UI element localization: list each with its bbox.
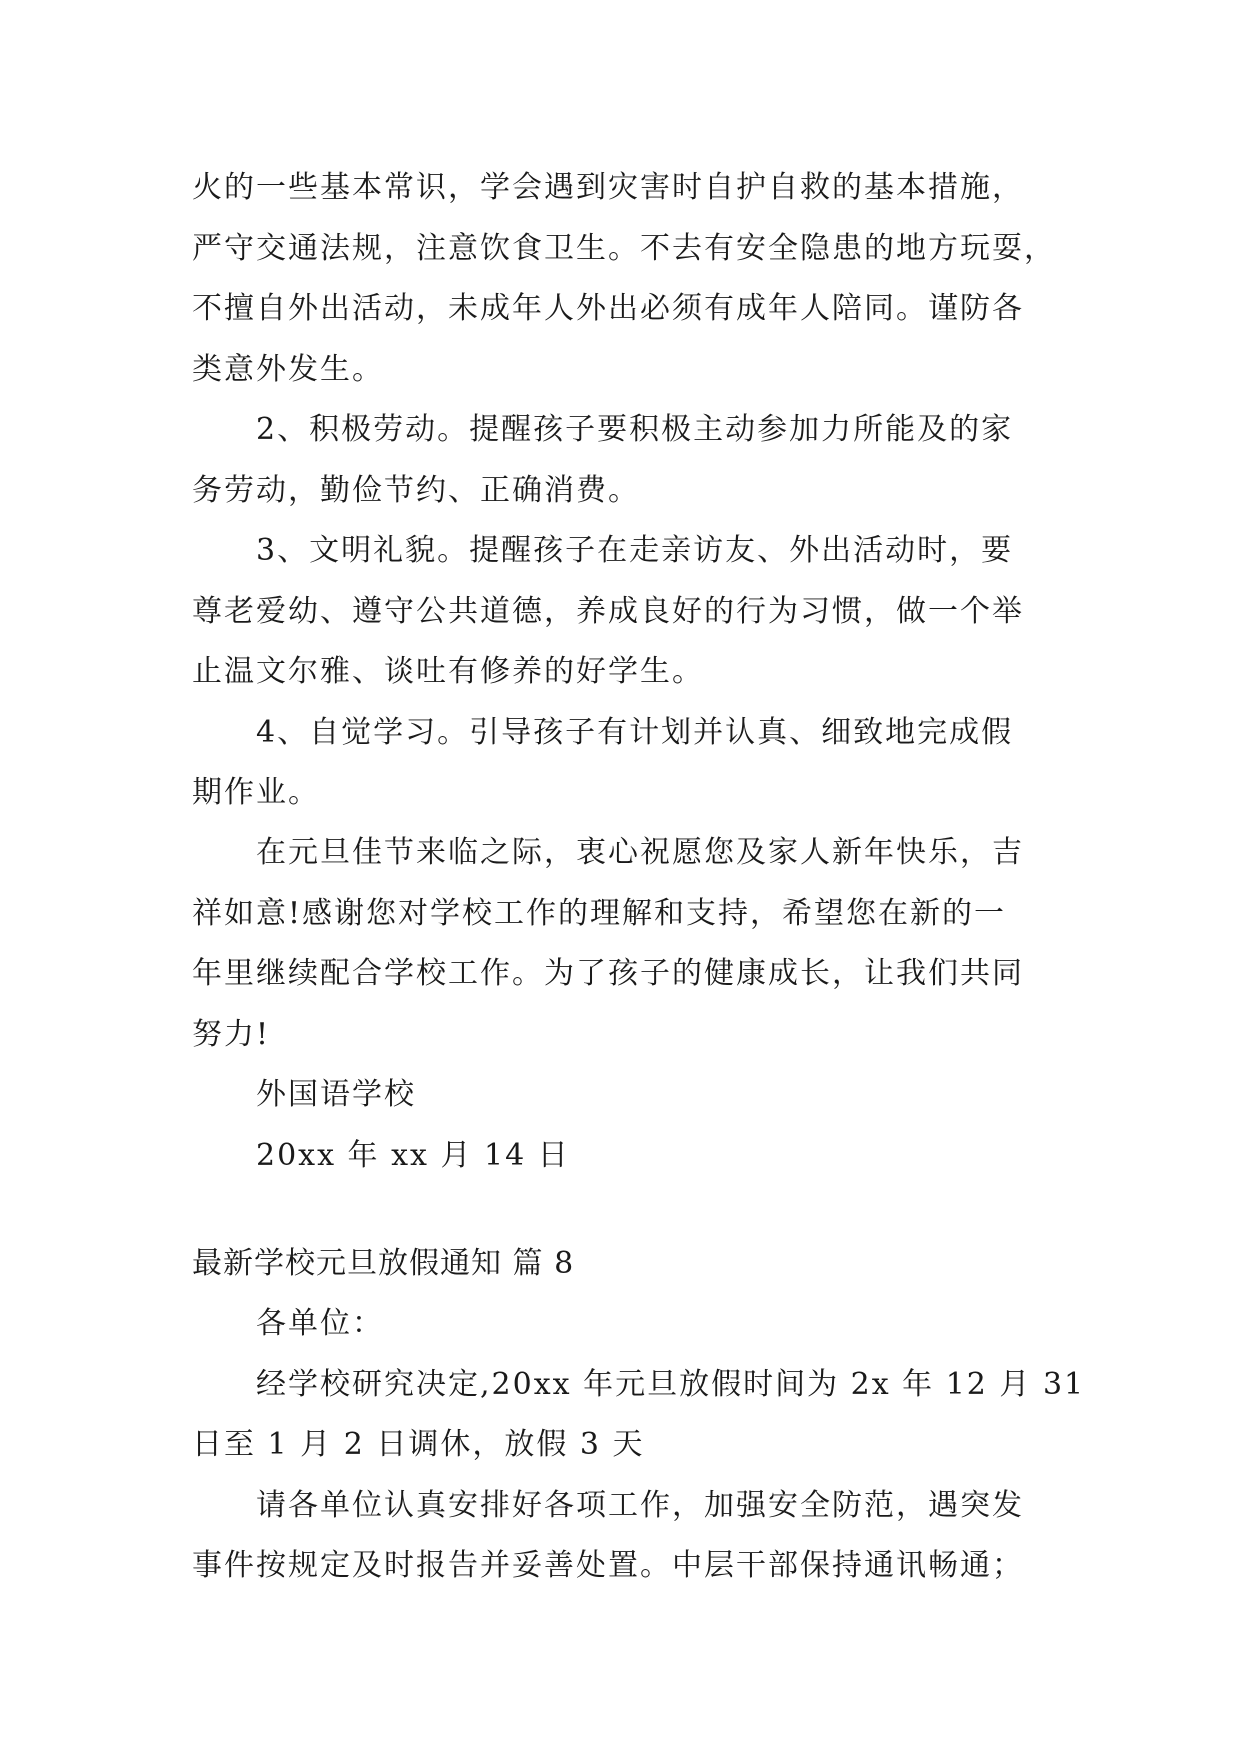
body-text-line: 严守交通法规，注意饮食卫生。不去有安全隐患的地方玩耍， bbox=[192, 231, 1056, 266]
closing-paragraph-line: 努力! bbox=[192, 1017, 271, 1052]
list-item-3-line: 尊老爱幼、遵守公共道德，养成良好的行为习惯，做一个举 bbox=[192, 594, 1024, 629]
section-heading: 最新学校元旦放假通知 篇 8 bbox=[192, 1246, 575, 1281]
list-item-3-line: 止温文尔雅、谈吐有修养的好学生。 bbox=[192, 654, 704, 689]
closing-paragraph-line: 在元旦佳节来临之际，衷心祝愿您及家人新年快乐，吉 bbox=[256, 835, 1024, 870]
notice-paragraph-line: 事件按规定及时报告并妥善处置。中层干部保持通讯畅通； bbox=[192, 1548, 1024, 1583]
list-item-2-line: 2、积极劳动。提醒孩子要积极主动参加力所能及的家 bbox=[256, 412, 1014, 447]
notice-paragraph-line: 经学校研究决定,20xx 年元旦放假时间为 2x 年 12 月 31 bbox=[256, 1367, 1086, 1402]
notice-paragraph-line: 日至 1 月 2 日调休，放假 3 天 bbox=[192, 1427, 645, 1462]
body-text-line: 类意外发生。 bbox=[192, 352, 384, 387]
closing-paragraph-line: 年里继续配合学校工作。为了孩子的健康成长，让我们共同 bbox=[192, 956, 1024, 991]
signature-date: 20xx 年 xx 月 14 日 bbox=[256, 1138, 570, 1173]
body-text-line: 不擅自外出活动，未成年人外出必须有成年人陪同。谨防各 bbox=[192, 291, 1024, 326]
list-item-4-line: 4、自觉学习。引导孩子有计划并认真、细致地完成假 bbox=[256, 715, 1014, 750]
notice-paragraph-line: 请各单位认真安排好各项工作，加强安全防范，遇突发 bbox=[256, 1488, 1024, 1523]
signature-school: 外国语学校 bbox=[256, 1077, 416, 1112]
list-item-3-line: 3、文明礼貌。提醒孩子在走亲访友、外出活动时，要 bbox=[256, 533, 1014, 568]
closing-paragraph-line: 祥如意!感谢您对学校工作的理解和支持，希望您在新的一 bbox=[192, 896, 1007, 931]
list-item-4-line: 期作业。 bbox=[192, 775, 320, 810]
body-text-line: 火的一些基本常识，学会遇到灾害时自护自救的基本措施， bbox=[192, 170, 1024, 205]
salutation: 各单位： bbox=[256, 1306, 384, 1341]
list-item-2-line: 务劳动，勤俭节约、正确消费。 bbox=[192, 473, 640, 508]
